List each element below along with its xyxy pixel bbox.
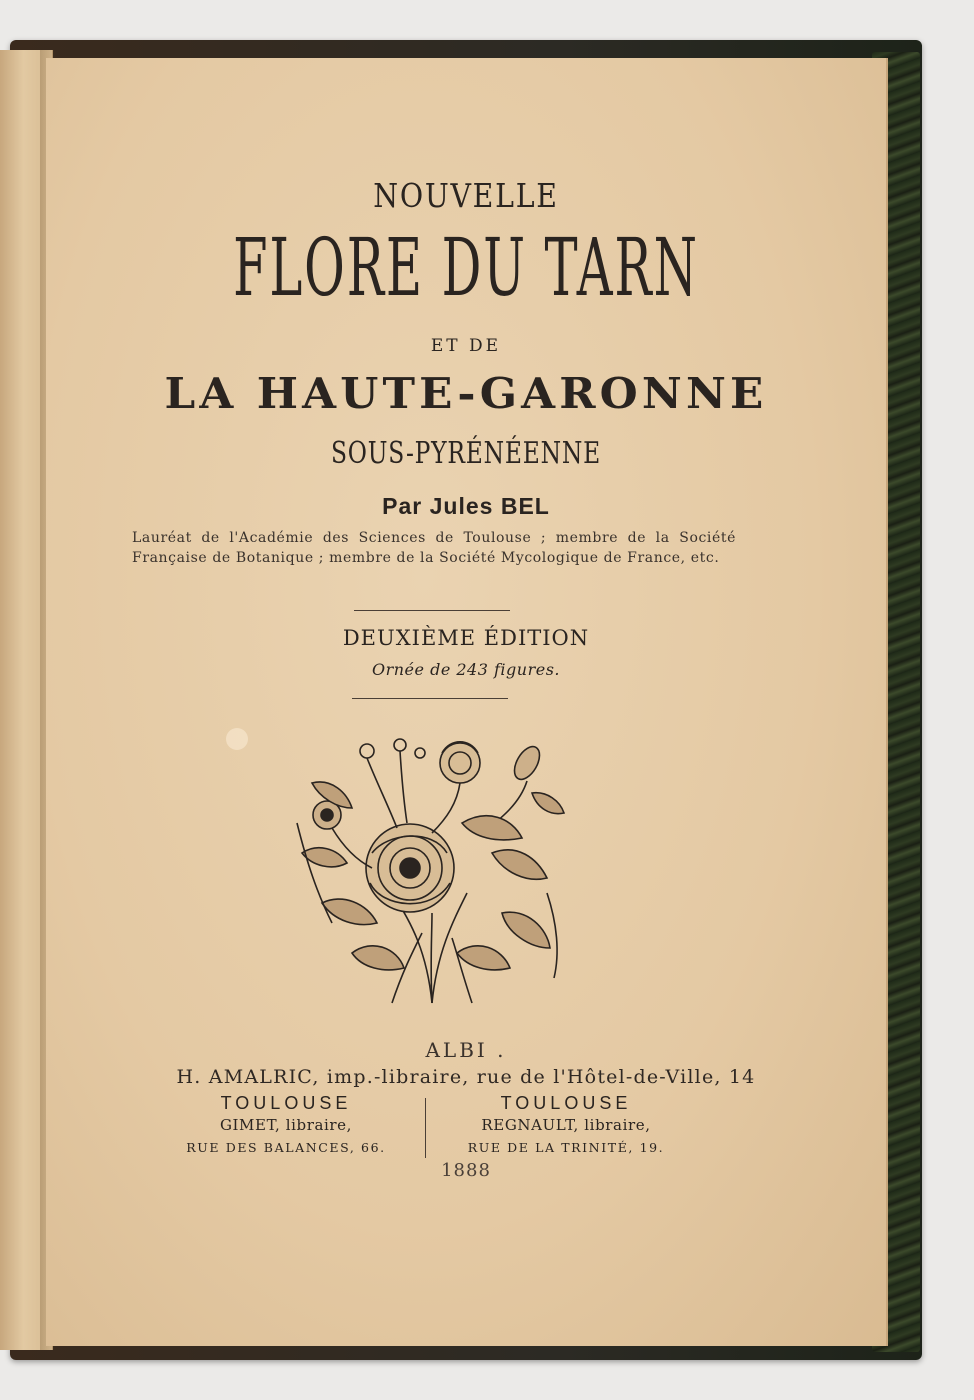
bookseller-right [416, 1092, 716, 1160]
title-flore-du-tarn: FLORE DU TARN [233, 221, 699, 314]
title-connector: ET DE [430, 336, 502, 356]
divider-rule-bottom [352, 698, 508, 699]
title-sous-pyreneenne: SOUS-PYRÉNÉENNE [330, 436, 602, 471]
bookseller-name: REGNAULT, libraire, [481, 1116, 651, 1134]
imprint-printer: H. AMALRIC, imp.-libraire, rue de l'Hôtel-de-Ville, 14 [176, 1066, 756, 1088]
bookseller-city: TOULOUSE [220, 1093, 352, 1113]
bookseller-city: TOULOUSE [500, 1093, 632, 1113]
bookseller-left [136, 1092, 436, 1160]
author-line: Par Jules BEL [382, 493, 550, 519]
edition-label: DEUXIÈME ÉDITION [342, 626, 590, 650]
title-haute-garonne: LA HAUTE-GARONNE [164, 369, 768, 418]
title-page [46, 58, 888, 1346]
bookseller-name: GIMET, libraire, [219, 1116, 353, 1134]
edition-note: Ornée de 243 figures. [371, 660, 560, 679]
author-description: Lauréat de l'Académie des Sciences de Toulouse ; membre de la Société Française de Botanique ; membre de la Société Mycologique de France, etc. [132, 530, 736, 566]
divider-rule-top [354, 610, 510, 611]
bookseller-street: RUE DES BALANCES, 66. [186, 1140, 386, 1155]
bookseller-street: RUE DE LA TRINITÉ, 19. [467, 1140, 665, 1155]
title-page-content [46, 58, 886, 1346]
imprint-city: ALBI . [425, 1038, 507, 1062]
title-nouvelle: NOUVELLE [373, 176, 559, 215]
flower-bouquet-icon [292, 723, 572, 1008]
publication-year: 1888 [441, 1160, 491, 1181]
